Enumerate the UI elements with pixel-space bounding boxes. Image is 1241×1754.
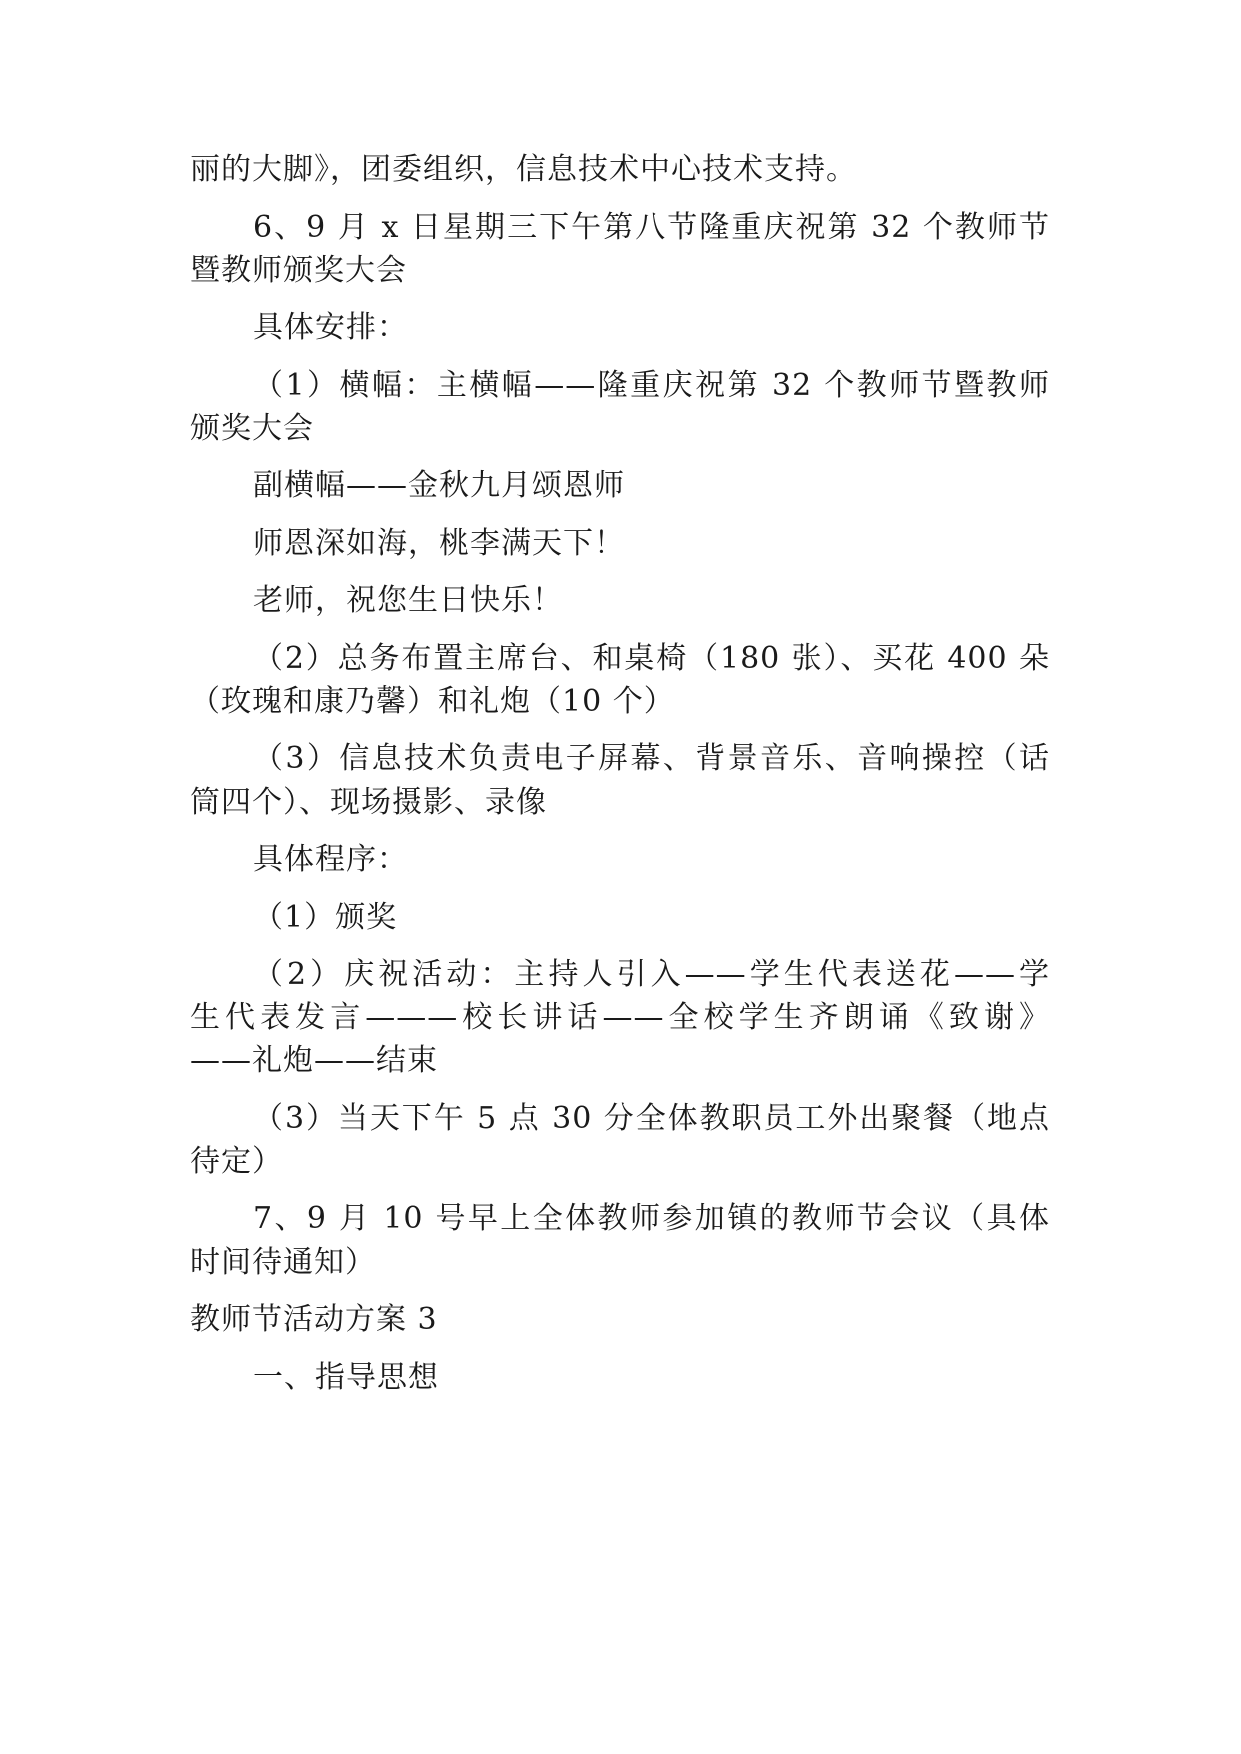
section-heading: 教师节活动方案 3: [190, 1302, 438, 1337]
paragraph-line: 副横幅——金秋九月颂恩师: [253, 468, 625, 503]
paragraph-line: （3）信息技术负责电子屏幕、背景音乐、音响操控（话: [253, 741, 1050, 776]
paragraph-line: （2）庆祝活动：主持人引入——学生代表送花——学: [253, 957, 1050, 992]
paragraph-line: （1）颁奖: [253, 900, 398, 935]
paragraph-line: 生代表发言———校长讲话——全校学生齐朗诵《致谢》: [190, 1000, 1050, 1035]
paragraph-line: 6、9 月 x 日星期三下午第八节隆重庆祝第 32 个教师节: [253, 210, 1050, 245]
paragraph-line: 颁奖大会: [190, 411, 314, 446]
paragraph-line: 筒四个）、现场摄影、录像: [190, 785, 547, 820]
subsection-heading: 一、指导思想: [253, 1360, 439, 1395]
paragraph-line: 7、9 月 10 号早上全体教师参加镇的教师节会议（具体: [253, 1201, 1050, 1236]
paragraph-line: 时间待通知）: [190, 1245, 376, 1280]
paragraph-line: 具体安排：: [253, 310, 408, 345]
paragraph-line: ——礼炮——结束: [190, 1043, 438, 1078]
paragraph-line: （1）横幅：主横幅——隆重庆祝第 32 个教师节暨教师: [253, 368, 1050, 403]
paragraph-line: 丽的大脚》，团委组织，信息技术中心技术支持。: [190, 152, 857, 187]
paragraph-line: 暨教师颁奖大会: [190, 253, 407, 288]
paragraph-line: 待定）: [190, 1144, 283, 1179]
paragraph-line: （2）总务布置主席台、和桌椅（180 张）、买花 400 朵: [253, 641, 1050, 676]
paragraph-line: 老师，祝您生日快乐！: [253, 583, 563, 618]
paragraph-line: 具体程序：: [253, 842, 408, 877]
paragraph-line: 师恩深如海，桃李满天下！: [253, 526, 625, 561]
paragraph-line: （3）当天下午 5 点 30 分全体教职员工外出聚餐（地点: [253, 1101, 1050, 1136]
paragraph-line: （玫瑰和康乃馨）和礼炮（10 个）: [190, 684, 675, 719]
